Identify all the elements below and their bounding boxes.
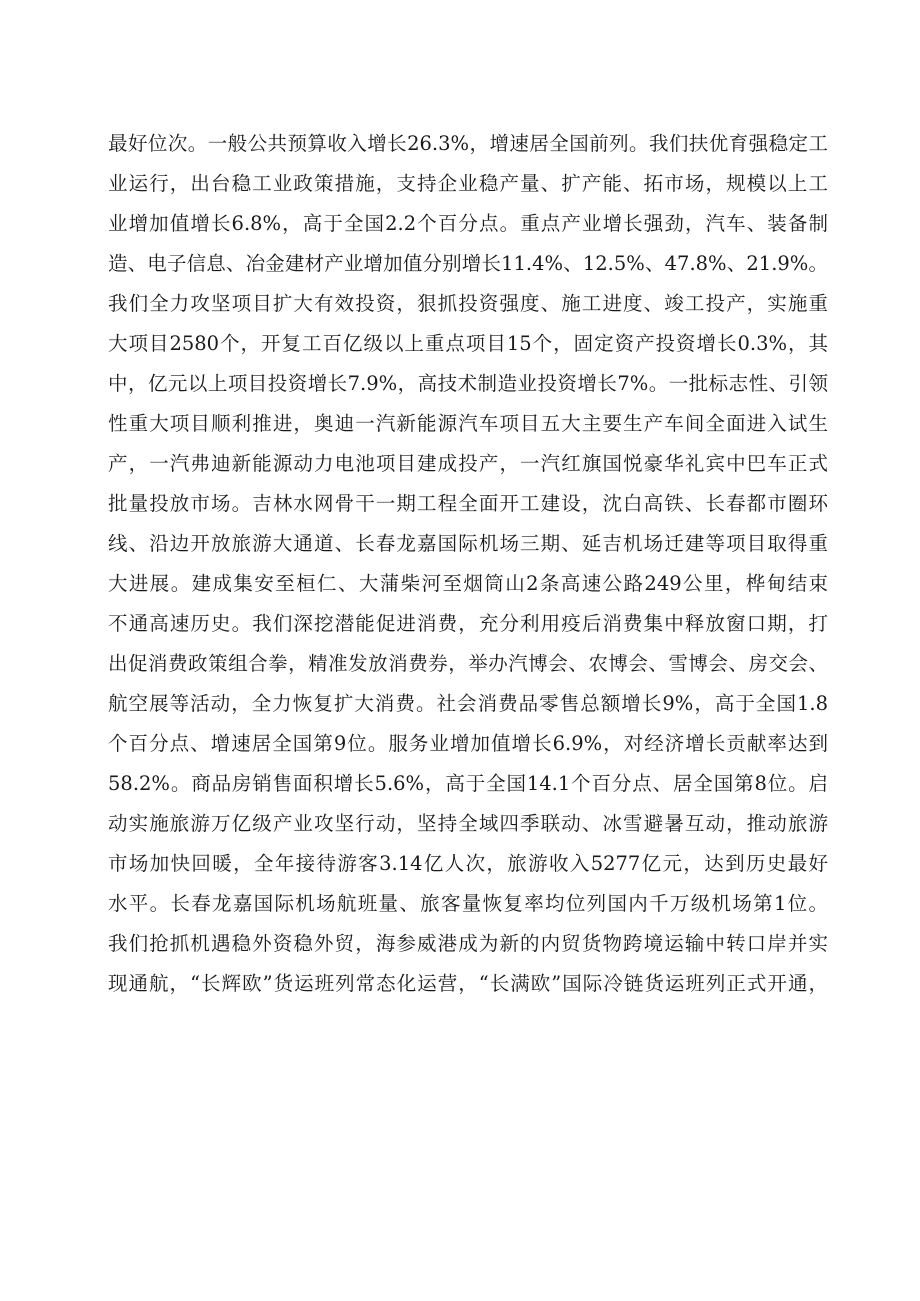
text-line: 最好位次。一般公共预算收入增长26.3%，增速居全国前列。我们扶优育强稳定工 [108, 132, 828, 155]
body-paragraph [108, 124, 828, 1004]
text-line: 我们全力攻坚项目扩大有效投资，狠抓投资强度、施工进度、竣工投产，实施重 [108, 292, 828, 315]
text-line: 58.2%。商品房销售面积增长5.6%，高于全国14.1个百分点、居全国第8位。启 [108, 772, 828, 795]
text-line: 中，亿元以上项目投资增长7.9%，高技术制造业投资增长7%。一批标志性、引领 [108, 372, 828, 395]
text-line: 业增加值增长6.8%，高于全国2.2个百分点。重点产业增长强劲，汽车、装备制 [108, 212, 828, 235]
text-line: 我们抢抓机遇稳外资稳外贸，海参威港成为新的内贸货物跨境运输中转口岸并实 [108, 932, 828, 955]
text-line: 业运行，出台稳工业政策措施，支持企业稳产量、扩产能、拓市场，规模以上工 [108, 172, 828, 195]
text-line: 产，一汽弗迪新能源动力电池项目建成投产，一汽红旗国悦豪华礼宾中巴车正式 [108, 452, 828, 475]
text-line: 批量投放市场。吉林水网骨干一期工程全面开工建设，沈白高铁、长春都市圈环 [108, 492, 828, 515]
text-line: 出促消费政策组合拳，精准发放消费券，举办汽博会、农博会、雪博会、房交会、 [108, 652, 828, 675]
text-line: 动实施旅游万亿级产业攻坚行动，坚持全域四季联动、冰雪避暑互动，推动旅游 [108, 812, 828, 835]
text-line: 线、沿边开放旅游大通道、长春龙嘉国际机场三期、延吉机场迁建等项目取得重 [108, 532, 828, 555]
text-line: 不通高速历史。我们深挖潜能促进消费，充分利用疫后消费集中释放窗口期，打 [108, 612, 828, 635]
text-line: 造、电子信息、冶金建材产业增加值分别增长11.4%、12.5%、47.8%、21.9%。 [108, 252, 828, 275]
text-line: 大进展。建成集安至桓仁、大蒲柴河至烟筒山2条高速公路249公里，桦甸结束 [108, 572, 828, 595]
text-line: 航空展等活动，全力恢复扩大消费。社会消费品零售总额增长9%，高于全国1.8 [108, 692, 828, 715]
text-line: 个百分点、增速居全国第9位。服务业增加值增长6.9%，对经济增长贡献率达到 [108, 732, 828, 755]
text-line: 性重大项目顺利推进，奥迪一汽新能源汽车项目五大主要生产车间全面进入试生 [108, 412, 828, 435]
text-line: 大项目2580个，开复工百亿级以上重点项目15个，固定资产投资增长0.3%，其 [108, 332, 828, 355]
text-line: 现通航，“长辉欧”货运班列常态化运营，“长满欧”国际冷链货运班列正式开通， [108, 972, 828, 995]
text-line: 市场加快回暖，全年接待游客3.14亿人次，旅游收入5277亿元，达到历史最好 [108, 852, 828, 875]
text-line: 水平。长春龙嘉国际机场航班量、旅客量恢复率均位列国内千万级机场第1位。 [108, 892, 828, 915]
